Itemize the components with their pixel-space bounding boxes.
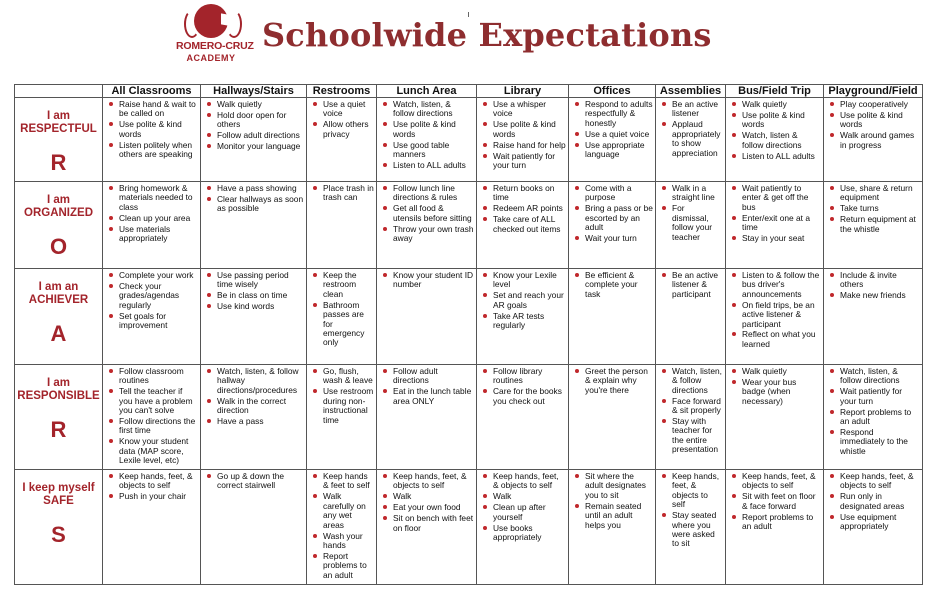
expectation-list (824, 365, 922, 460)
expectation-list (201, 269, 306, 315)
expectation-list (477, 470, 568, 546)
row-header (15, 365, 103, 470)
expectation-list (307, 365, 376, 428)
expectation-cell (477, 182, 569, 269)
expectation-list (377, 365, 476, 410)
list-item: Keep the restroom clean (311, 271, 374, 299)
expectation-cell (307, 182, 377, 269)
expectation-row (15, 269, 923, 365)
expectation-list (477, 182, 568, 238)
expectation-row (15, 98, 923, 182)
expectation-list (307, 182, 376, 206)
expectation-cell (656, 182, 726, 269)
list-item: Wait patiently for your turn (828, 387, 920, 406)
row-header (15, 182, 103, 269)
list-item: Get all food & utensils before sitting (381, 204, 474, 223)
expectation-list (103, 182, 200, 247)
expectation-list (656, 98, 725, 161)
list-item: Listen to ALL adults (381, 161, 474, 170)
list-item: Follow adult directions (205, 131, 304, 140)
list-item: Take AR tests regularly (481, 312, 566, 331)
list-item: Return equipment at the whistle (828, 215, 920, 234)
list-item: Set and reach your AR goals (481, 291, 566, 310)
row-label: I am RESPECTFUL (20, 110, 97, 135)
expectation-list (569, 269, 655, 303)
list-item: Respond to adults respectfully & honestly (573, 100, 653, 128)
page-header (0, 0, 930, 84)
expectation-cell (377, 269, 477, 365)
list-item: Eat in the lunch table area ONLY (381, 387, 474, 406)
list-item: Keep hands, feet, & objects to self (481, 472, 566, 491)
corner-header (15, 85, 103, 98)
list-item: Greet the person & explain why you're there (573, 367, 653, 395)
list-item: Run only in designated areas (828, 492, 920, 511)
expectation-cell (726, 365, 824, 470)
expectation-cell (103, 470, 201, 584)
expectation-list (824, 98, 922, 154)
expectation-cell (656, 470, 726, 584)
expectation-list (656, 470, 725, 552)
list-item: Follow adult directions (381, 367, 474, 386)
list-item: Sit on bench with feet on floor (381, 514, 474, 533)
expectation-list (201, 98, 306, 155)
list-item: Walk (481, 492, 566, 501)
list-item: Watch, listen, & follow directions (660, 367, 723, 395)
list-item: Report problems to an adult (311, 552, 374, 580)
expectation-cell (201, 182, 307, 269)
expectation-list (824, 470, 922, 535)
row-label: I am ORGANIZED (24, 194, 93, 219)
list-item: Walk quietly (730, 367, 821, 376)
book-crest-icon (194, 4, 228, 38)
list-item: Walk in the correct direction (205, 397, 304, 416)
list-item: Listen to ALL adults (730, 152, 821, 161)
expectation-cell (477, 365, 569, 470)
list-item: Be in class on time (205, 291, 304, 300)
expectation-cell (377, 98, 477, 182)
list-item: Keep hands, feet, & objects to self (660, 472, 723, 510)
list-item: Bring a pass or be escorted by an adult (573, 204, 653, 232)
expectation-list (824, 182, 922, 238)
expectation-cell (307, 365, 377, 470)
list-item: Have a pass (205, 417, 304, 426)
list-item: Redeem AR points (481, 204, 566, 213)
list-item: Walk quietly (205, 100, 304, 109)
expectation-cell (307, 98, 377, 182)
expectation-cell (569, 98, 656, 182)
list-item: Raise hand for help (481, 141, 566, 150)
list-item: Make new friends (828, 291, 920, 300)
list-item: Listen politely when others are speaking (107, 141, 198, 160)
expectation-cell (307, 269, 377, 365)
list-item: Raise hand & wait to be called on (107, 100, 198, 119)
list-item: Hold door open for others (205, 111, 304, 130)
list-item: Stay seated where you were asked to sit (660, 511, 723, 549)
expectation-cell (726, 182, 824, 269)
column-header-row (15, 85, 923, 98)
expectation-cell (824, 470, 923, 584)
column-header: All Classrooms (103, 85, 201, 98)
expectation-cell (103, 365, 201, 470)
expectation-list (726, 365, 823, 410)
list-item: Be efficient & complete your task (573, 271, 653, 299)
list-item: Use a whisper voice (481, 100, 566, 119)
expectation-list (477, 269, 568, 334)
column-header: Library (477, 85, 569, 98)
list-item: Push in your chair (107, 492, 198, 501)
list-item: Watch, listen & follow directions (730, 131, 821, 150)
list-item: Use materials appropriately (107, 225, 198, 244)
list-item: Return books on time (481, 184, 566, 203)
list-item: Know your Lexile level (481, 271, 566, 290)
column-header: Restrooms (307, 85, 377, 98)
expectation-list (477, 365, 568, 410)
list-item: Wash your hands (311, 532, 374, 551)
list-item: Clear hallways as soon as possible (205, 195, 304, 214)
row-letter: A (50, 321, 67, 346)
expectation-cell (824, 269, 923, 365)
expectation-list (726, 269, 823, 353)
list-item: Use restroom during non-instructional time (311, 387, 374, 425)
list-item: Have a pass showing (205, 184, 304, 193)
row-header (15, 470, 103, 584)
list-item: For dismissal, follow your teacher (660, 204, 723, 242)
expectation-list (377, 98, 476, 174)
list-item: Face forward & sit properly (660, 397, 723, 416)
expectation-list (569, 98, 655, 163)
expectation-list (377, 182, 476, 247)
row-letter: S (51, 522, 66, 548)
list-item: Use a quiet voice (311, 100, 374, 119)
column-header: Lunch Area (377, 85, 477, 98)
expectation-cell (726, 98, 824, 182)
list-item: Use equipment appropriately (828, 513, 920, 532)
expectation-row (15, 365, 923, 470)
list-item: Walk carefully on any wet areas (311, 492, 374, 530)
row-header (15, 98, 103, 182)
expectation-list (656, 182, 725, 245)
list-item: Go, flush, wash & leave (311, 367, 374, 386)
expectation-list (103, 470, 200, 505)
expectation-row (15, 470, 923, 584)
list-item: Remain seated until an adult helps you (573, 502, 653, 530)
expectation-cell (477, 470, 569, 584)
list-item: Care for the books you check out (481, 387, 566, 406)
school-logo (176, 4, 254, 82)
column-header: Offices (569, 85, 656, 98)
list-item: Use polite & kind words (381, 120, 474, 139)
list-item: Wait patiently to enter & get off the bus (730, 184, 821, 212)
list-item: Use polite & kind words (828, 111, 920, 130)
expectation-list (569, 182, 655, 247)
list-item: Listen to & follow the bus driver's announcements (730, 271, 821, 299)
list-item: Walk around games in progress (828, 131, 920, 150)
expectation-cell (201, 470, 307, 584)
list-item: Stay in your seat (730, 234, 821, 243)
list-item: Watch, listen, & follow directions (828, 367, 920, 386)
list-item: Know your student ID number (381, 271, 474, 290)
list-item: Include & invite others (828, 271, 920, 290)
row-letter: R (50, 417, 67, 442)
list-item: Walk quietly (730, 100, 821, 109)
expectation-cell (201, 365, 307, 470)
list-item: Allow others privacy (311, 120, 374, 139)
column-header: Bus/Field Trip (726, 85, 824, 98)
list-item: Applaud appropriately to show appreciation (660, 120, 723, 158)
expectation-cell (477, 269, 569, 365)
expectation-list (377, 470, 476, 536)
expectation-list (201, 365, 306, 430)
expectation-cell (726, 470, 824, 584)
expectation-list (201, 182, 306, 217)
list-item: Wait your turn (573, 234, 653, 243)
expectation-cell (103, 98, 201, 182)
expectation-cell (726, 269, 824, 365)
page-title: Schoolwide Expectations (262, 16, 712, 54)
list-item: Know your student data (MAP score, Lexile level, etc) (107, 437, 198, 465)
list-item: Follow lunch line directions & rules (381, 184, 474, 203)
list-item: Place trash in trash can (311, 184, 374, 203)
list-item: Clean up your area (107, 214, 198, 223)
expectation-list (824, 269, 922, 304)
list-item: Go up & down the correct stairwell (205, 472, 304, 491)
row-label: I am an ACHIEVER (28, 281, 89, 306)
list-item: On field trips, be an active listener & participant (730, 301, 821, 329)
expectation-row (15, 182, 923, 269)
expectation-list (726, 470, 823, 535)
expectation-list (307, 98, 376, 143)
list-item: Respond immediately to the whistle (828, 428, 920, 456)
list-item: Walk in a straight line (660, 184, 723, 203)
list-item: Tell the teacher if you have a problem you can't solve (107, 387, 198, 415)
expectation-list (569, 470, 655, 533)
list-item: Complete your work (107, 271, 198, 280)
expectation-list (656, 365, 725, 458)
expectation-cell (824, 365, 923, 470)
expectation-cell (569, 470, 656, 584)
school-sub: ACADEMY (186, 53, 236, 63)
column-header: Hallways/Stairs (201, 85, 307, 98)
row-letter: R (50, 150, 67, 175)
list-item: Use passing period time wisely (205, 271, 304, 290)
list-item: Sit where the adult designates you to sit (573, 472, 653, 500)
list-item: Come with a purpose (573, 184, 653, 203)
list-item: Play cooperatively (828, 100, 920, 109)
expectation-cell (377, 182, 477, 269)
list-item: Use polite & kind words (107, 120, 198, 139)
list-item: Use a quiet voice (573, 130, 653, 139)
list-item: Throw your own trash away (381, 225, 474, 244)
list-item: Check your grades/agendas regularly (107, 282, 198, 310)
list-item: Be an active listener (660, 100, 723, 119)
row-header (15, 269, 103, 365)
expectation-cell (656, 269, 726, 365)
list-item: Wait patiently for your turn (481, 152, 566, 171)
list-item: Use, share & return equipment (828, 184, 920, 203)
list-item: Enter/exit one at a time (730, 214, 821, 233)
expectation-cell (656, 365, 726, 470)
list-item: Use polite & kind words (730, 111, 821, 130)
column-header: Playground/Field (824, 85, 923, 98)
list-item: Monitor your language (205, 142, 304, 151)
list-item: Walk (381, 492, 474, 501)
expectation-list (569, 365, 655, 399)
list-item: Keep hands, feet, & objects to self (828, 472, 920, 491)
list-item: Keep hands & feet to self (311, 472, 374, 491)
list-item: Clean up after yourself (481, 503, 566, 522)
list-item: Eat your own food (381, 503, 474, 512)
list-item: Follow library routines (481, 367, 566, 386)
expectation-cell (569, 365, 656, 470)
list-item: Use polite & kind words (481, 120, 566, 139)
row-label: I keep myself SAFE (22, 482, 95, 508)
expectation-list (477, 98, 568, 174)
list-item: Watch, listen, & follow directions (381, 100, 474, 119)
expectation-list (656, 269, 725, 303)
expectation-cell (377, 365, 477, 470)
list-item: Use books appropriately (481, 524, 566, 543)
expectation-cell (656, 98, 726, 182)
expectation-cell (477, 98, 569, 182)
list-item: Wear your bus badge (when necessary) (730, 378, 821, 406)
list-item: Take turns (828, 204, 920, 213)
list-item: Set goals for improvement (107, 312, 198, 331)
expectation-list (201, 470, 306, 494)
list-item: Be an active listener & participant (660, 271, 723, 299)
list-item: Report problems to an adult (730, 513, 821, 532)
list-item: Watch, listen, & follow hallway directions/procedures (205, 367, 304, 395)
expectation-list (307, 269, 376, 351)
expectation-list (103, 269, 200, 334)
expectation-cell (824, 182, 923, 269)
list-item: Use good table manners (381, 141, 474, 160)
expectation-cell (569, 182, 656, 269)
school-name: ROMERO-CRUZ (176, 40, 254, 52)
list-item: Reflect on what you learned (730, 330, 821, 349)
expectation-list (103, 98, 200, 163)
column-header: Assemblies (656, 85, 726, 98)
expectation-list (726, 182, 823, 247)
expectation-cell (201, 98, 307, 182)
expectation-list (103, 365, 200, 469)
expectation-cell (201, 269, 307, 365)
list-item: Keep hands, feet, & objects to self (381, 472, 474, 491)
list-item: Report problems to an adult (828, 408, 920, 427)
list-item: Stay with teacher for the entire presentation (660, 417, 723, 455)
expectation-cell (103, 269, 201, 365)
list-item: Use kind words (205, 302, 304, 311)
list-item: Follow directions the first time (107, 417, 198, 436)
row-letter: O (49, 234, 68, 259)
list-item: Bring homework & materials needed to class (107, 184, 198, 212)
expectation-list (307, 470, 376, 583)
expectation-cell (569, 269, 656, 365)
expectations-table (14, 84, 923, 585)
list-item: Keep hands, feet, & objects to self (730, 472, 821, 491)
expectation-list (726, 98, 823, 164)
row-label: I am RESPONSIBLE (17, 377, 100, 402)
list-item: Take care of ALL checked out items (481, 215, 566, 234)
expectation-cell (377, 470, 477, 584)
expectation-cell (307, 470, 377, 584)
list-item: Keep hands, feet, & objects to self (107, 472, 198, 491)
list-item: Use appropriate language (573, 141, 653, 160)
expectation-cell (824, 98, 923, 182)
expectation-cell (103, 182, 201, 269)
list-item: Sit with feet on floor & face forward (730, 492, 821, 511)
list-item: Bathroom passes are for emergency only (311, 301, 374, 348)
expectation-list (377, 269, 476, 293)
list-item: Follow classroom routines (107, 367, 198, 386)
